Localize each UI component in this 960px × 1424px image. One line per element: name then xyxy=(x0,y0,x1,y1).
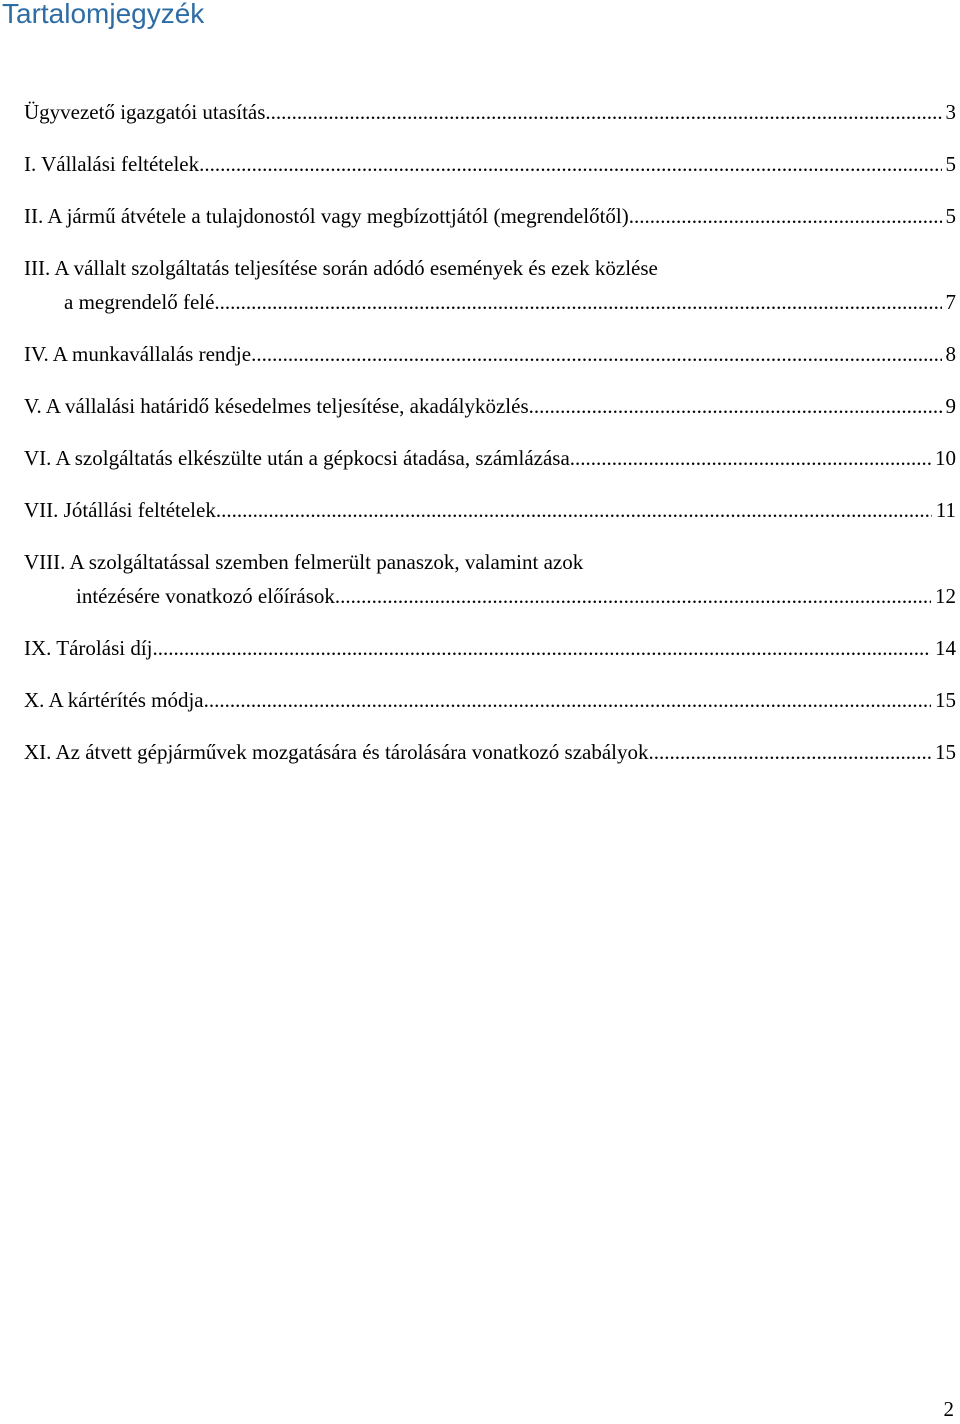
toc-entry-label: X. A kártérítés módja xyxy=(24,688,204,712)
toc-entry-page: 15 xyxy=(935,740,956,764)
toc-entry-label: IX. Tárolási díj xyxy=(24,636,153,660)
toc-entry-label: III. A vállalt szolgáltatás teljesítése során adódó események és ezek közlése xyxy=(24,256,658,280)
toc-entry-page: 5 xyxy=(945,204,956,228)
toc-entry-label: I. Vállalási feltételek xyxy=(24,152,200,176)
toc-entry-page: 3 xyxy=(945,100,956,124)
page-number: 2 xyxy=(943,1397,954,1421)
toc-entry[interactable] xyxy=(24,144,956,196)
toc-entry[interactable] xyxy=(24,628,956,680)
toc-entry[interactable] xyxy=(24,334,956,386)
toc-entry-page: 12 xyxy=(935,584,956,608)
toc-entry-page: 15 xyxy=(935,688,956,712)
toc-entry-line-1[interactable] xyxy=(24,542,956,576)
toc-entry-page: 11 xyxy=(935,498,956,522)
dot-leader xyxy=(649,732,932,772)
toc-entry-label: XI. Az átvett gépjárművek mozgatására és tárolására vonatkozó szabályok xyxy=(24,740,649,764)
dot-leader xyxy=(529,386,942,426)
toc-entry[interactable] xyxy=(24,490,956,542)
toc-entry-label: V. A vállalási határidő késedelmes teljesítése, akadályközlés xyxy=(24,394,529,418)
dot-leader xyxy=(570,438,931,478)
toc-entry-label: IV. A munkavállalás rendje xyxy=(24,342,252,366)
toc-entry-label: VI. A szolgáltatás elkészülte után a gépkocsi átadása, számlázása xyxy=(24,446,570,470)
dot-leader xyxy=(153,628,931,668)
toc-entry-label: VIII. A szolgáltatással szemben felmerült panaszok, valamint azok xyxy=(24,550,584,574)
toc-entry-label-continuation: a megrendelő felé xyxy=(64,290,215,314)
toc-entry-line-1[interactable] xyxy=(24,248,956,282)
toc-entry-line-2[interactable] xyxy=(24,576,956,628)
dot-leader xyxy=(629,196,942,236)
toc-entry-page: 9 xyxy=(945,394,956,418)
toc-entry[interactable] xyxy=(24,196,956,248)
toc-entry-page: 8 xyxy=(945,342,956,366)
dot-leader xyxy=(335,576,931,616)
dot-leader xyxy=(251,334,941,374)
toc-entry[interactable] xyxy=(24,92,956,144)
toc-entry-line-2[interactable] xyxy=(24,282,956,334)
toc-entry-page: 14 xyxy=(935,636,956,660)
toc-entry-label-continuation: intézésére vonatkozó előírások xyxy=(76,584,335,608)
toc-entry-label: VII. Jótállási feltételek xyxy=(24,498,216,522)
dot-leader xyxy=(204,680,931,720)
dot-leader xyxy=(199,144,941,184)
toc-entry[interactable] xyxy=(24,680,956,732)
toc-entry-page: 10 xyxy=(935,446,956,470)
toc-entry-page: 5 xyxy=(945,152,956,176)
toc-entry[interactable] xyxy=(24,438,956,490)
table-of-contents xyxy=(24,92,956,784)
toc-entry-label: II. A jármű átvétele a tulajdonostól vagy megbízottjától (megrendelőtől) xyxy=(24,204,629,228)
page-title: Tartalomjegyzék xyxy=(2,0,205,29)
toc-entry[interactable] xyxy=(24,386,956,438)
dot-leader xyxy=(265,92,941,132)
toc-entry[interactable] xyxy=(24,732,956,784)
dot-leader xyxy=(214,282,941,322)
toc-entry-page: 7 xyxy=(945,290,956,314)
dot-leader xyxy=(216,490,932,530)
toc-entry-label: Ügyvezető igazgatói utasítás xyxy=(24,100,266,124)
